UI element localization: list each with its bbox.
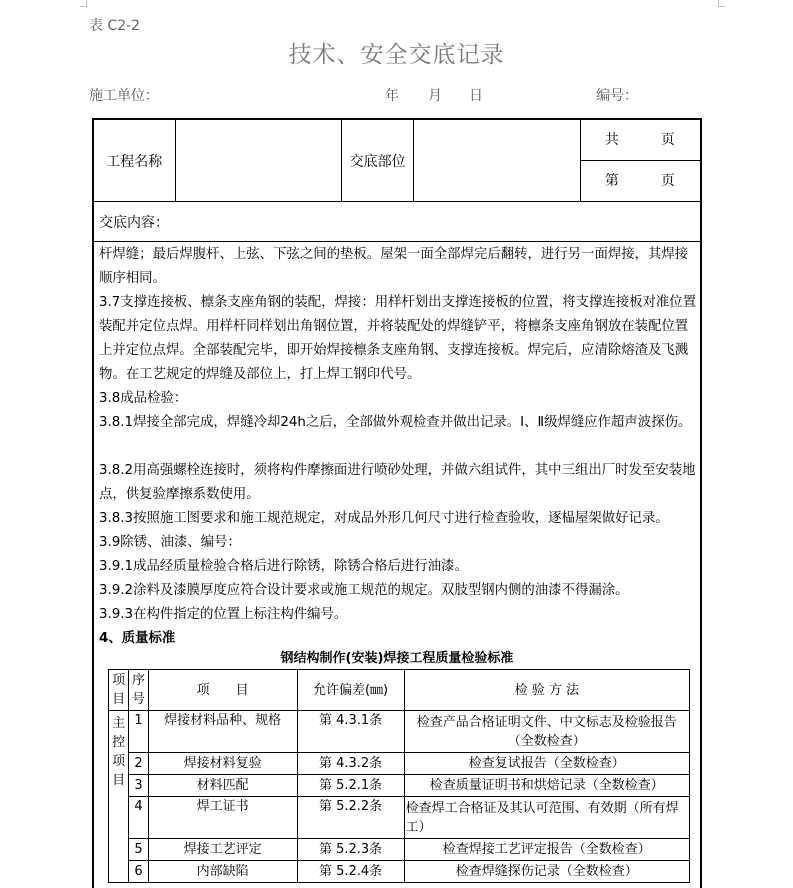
paragraph: 3.8.2用高强螺栓连接时，须将构件摩擦面进行喷砂处理，并做六组试件，其中三组出厂时发至安装地点，供复验摩擦系数使用。	[99, 463, 696, 502]
content-divider	[94, 241, 700, 242]
row-method: 检查焊缝探伤记录（全数检查）	[404, 861, 689, 883]
row-no: 1	[129, 711, 148, 753]
row-item: 焊工证书	[148, 797, 297, 839]
row-no: 5	[129, 839, 148, 861]
table-row	[109, 711, 690, 753]
year-label: 年	[385, 88, 399, 104]
project-name-value[interactable]	[175, 120, 342, 202]
quality-table	[108, 669, 690, 883]
row-item: 内部缺陷	[148, 861, 297, 883]
header-category: 项目	[109, 670, 129, 711]
row-method: 检查复试报告（全数检查）	[404, 753, 689, 775]
table-row	[109, 861, 690, 883]
row-clause: 第 5.2.4条	[297, 861, 404, 883]
paragraph: 3.9.3在构件指定的位置上标注构件编号。	[99, 607, 348, 622]
month-label: 月	[428, 88, 442, 104]
construction-unit-label: 施工单位：	[89, 88, 159, 104]
total-pages: 共 页	[581, 120, 700, 161]
page-count-cell	[580, 120, 700, 202]
row-item: 焊接工艺评定	[148, 839, 297, 861]
meta-row	[0, 85, 793, 105]
row-clause: 第 4.3.1条	[297, 711, 404, 753]
paragraph: 3.9除锈、油漆、编号：	[99, 535, 241, 550]
row-method: 检查质量证明书和烘焙记录（全数检查）	[404, 775, 689, 797]
row-no: 4	[129, 797, 148, 839]
quality-table-title: 钢结构制作(安装)焊接工程质量检验标准	[280, 651, 514, 666]
paragraph: 杆焊缝；最后焊腹杆、上弦、下弦之间的垫板。屋架一面全部焊完后翻转，进行另一面焊接，其焊接顺序相同。	[99, 247, 689, 286]
record-form	[92, 118, 702, 888]
row-item: 焊接材料复验	[148, 753, 297, 775]
day-label: 日	[469, 88, 483, 104]
header-no: 序号	[129, 670, 148, 711]
header-table	[94, 120, 700, 202]
row-clause: 第 5.2.3条	[297, 839, 404, 861]
paragraph: 3.8.3按照施工图要求和施工规范规定，对成品外形几何尺寸进行检查验收，逐榀屋架做好记录。	[99, 511, 669, 526]
table-row	[109, 775, 690, 797]
paragraph: 3.7支撑连接板、檩条支座角钢的装配，焊接：用样杆划出支撑连接板的位置，将支撑连接板对准位置装配并定位点焊。用样杆同样划出角钢位置，并将装配处的焊缝铲平，将檩条支座角钢放在装配位置上并定位点焊。全部装配完毕，即开始焊接檩条支座角钢、支撑连接板。焊完后，应清除熔渣及飞溅物。在工艺规定的焊缝及部位上，打上焊工钢印代号。	[99, 295, 697, 382]
row-method: 检查焊接工艺评定报告（全数检查）	[404, 839, 689, 861]
page-corner-marks	[0, 0, 793, 10]
row-no: 6	[129, 861, 148, 883]
table-row	[109, 839, 690, 861]
header-method: 检 验 方 法	[404, 670, 689, 711]
row-clause: 第 4.3.2条	[297, 753, 404, 775]
content-label: 交底内容：	[99, 215, 169, 231]
paragraph: 3.9.1成品经质量检验合格后进行除锈，除锈合格后进行油漆。	[99, 559, 468, 574]
table-row	[109, 797, 690, 839]
row-method: 检查产品合格证明文件、中文标志及检验报告（全数检查）	[404, 711, 689, 753]
row-method: 检查焊工合格证及其认可范围、有效期（所有焊工）	[404, 797, 689, 839]
handover-part-label: 交底部位	[342, 120, 414, 202]
row-item: 材料匹配	[148, 775, 297, 797]
current-page: 第 页	[604, 173, 675, 189]
section-heading: 4、质量标准	[99, 631, 176, 646]
page-title: 技术、安全交底记录	[288, 42, 505, 68]
number-label: 编号：	[596, 88, 638, 104]
row-clause: 第 5.2.1条	[297, 775, 404, 797]
form-code: 表 C2-2	[89, 18, 141, 34]
header-deviation: 允许偏差(㎜)	[297, 670, 404, 711]
category-cell: 主控项目	[109, 711, 129, 883]
table-header-row	[109, 670, 690, 711]
paragraph: 3.8.1焊接全部完成，焊缝冷却24h之后，全部做外观检查并做出记录。Ⅰ、Ⅱ级焊缝应作超声波探伤。	[99, 415, 692, 430]
table-row	[109, 753, 690, 775]
row-clause: 第 5.2.2条	[297, 797, 404, 839]
paragraph: 3.8成品检验：	[99, 391, 188, 406]
header-item: 项 目	[148, 670, 297, 711]
row-no: 3	[129, 775, 148, 797]
row-item: 焊接材料品种、规格	[148, 711, 297, 753]
row-no: 2	[129, 753, 148, 775]
paragraph: 3.9.2涂料及漆膜厚度应符合设计要求或施工规范的规定。双肢型钢内侧的油漆不得漏涂。	[99, 583, 629, 598]
project-name-label: 工程名称	[94, 120, 175, 202]
handover-part-value[interactable]	[413, 120, 580, 202]
